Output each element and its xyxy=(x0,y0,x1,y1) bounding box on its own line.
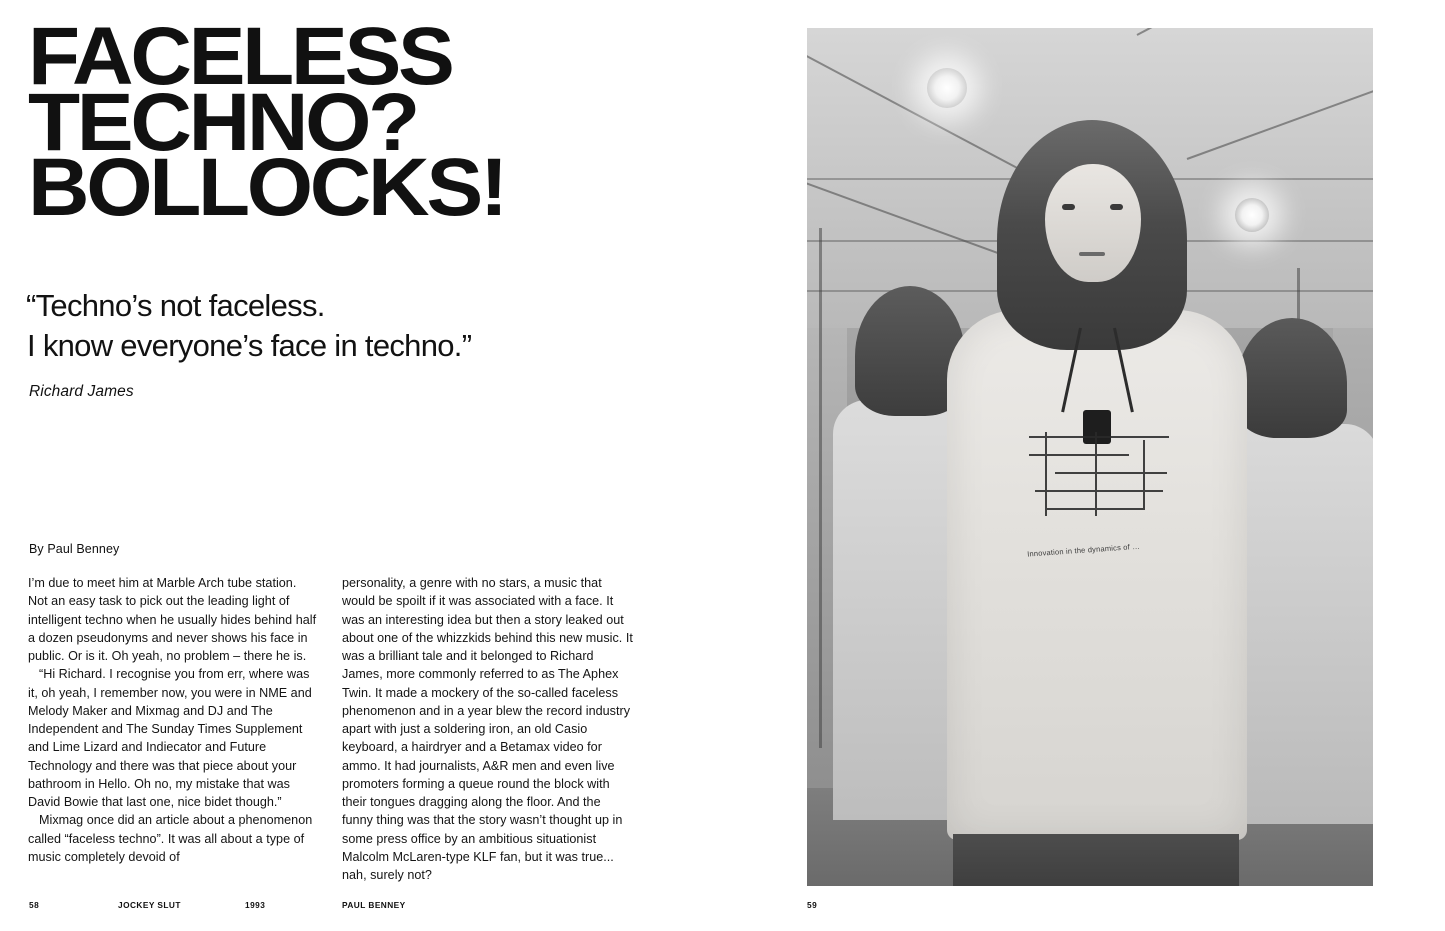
tshirt-print-caption: Innovation in the dynamics of … xyxy=(1026,541,1141,559)
body-columns xyxy=(28,574,633,884)
pull-quote-line-2: I know everyone’s face in techno.” xyxy=(27,328,472,364)
footer-page-number: 59 xyxy=(807,900,818,910)
left-page-footer xyxy=(0,900,780,920)
headline-line-1: FACELESS xyxy=(28,11,452,102)
body-column-2 xyxy=(342,574,633,884)
subject-face xyxy=(1045,164,1141,282)
headline-line-3: BOLLOCKS! xyxy=(28,142,505,234)
footer-year: 1993 xyxy=(245,900,266,910)
paragraph: personality, a genre with no stars, a music that would be spoilt if it was associated with a face. It was an interesting idea but then a story leaked out about one of the whizzkids behind this new music. It was a brilliant tale and it belonged to Richard James, more commonly referred to as The Aphex Twin. It made a mockery of the so-called faceless phenomenon and in a year blew the record industry apart with just a soldering iron, an old Casio keyboard, a hairdryer and a Betamax video for ammo. It had journalists, A&R men and even live promoters forming a queue round the block with their tongues dragging along the floor. And the funny thing was that the story wasn’t thought up in some press office by an ambitious situationist Malcolm McLaren-type KLF fan, but it was true... nah, surely not? xyxy=(342,576,633,882)
subject-eye xyxy=(1110,204,1123,210)
ceiling-edge xyxy=(1187,55,1373,159)
subject-tshirt xyxy=(947,310,1247,840)
ceiling-lamp xyxy=(927,68,967,108)
ceiling-edge xyxy=(1137,28,1373,36)
pull-quote xyxy=(26,286,686,367)
ceiling-lamp xyxy=(1235,198,1269,232)
paragraph: I’m due to meet him at Marble Arch tube station. Not an easy task to pick out the leading light of intelligent techno when he usually hides behind half a dozen pseudonyms and never shows his face in public. Or is it. Oh yeah, no problem – there he is. xyxy=(28,576,317,663)
mirror-panel-edge xyxy=(819,228,822,748)
subject-jeans xyxy=(953,834,1239,886)
article-photograph xyxy=(807,28,1373,886)
mirror-reflection-right-hair xyxy=(1237,318,1347,438)
subject-eye xyxy=(1062,204,1075,210)
headline-line-2: TECHNO? xyxy=(28,76,417,168)
tshirt-print-diagram xyxy=(1025,428,1173,536)
pull-quote-line-1: “Techno’s not faceless. xyxy=(26,288,325,323)
byline: By Paul Benney xyxy=(29,542,120,556)
footer-page-number: 58 xyxy=(29,900,40,910)
page-title xyxy=(28,11,673,234)
body-column-1 xyxy=(28,574,319,884)
footer-magazine-name: JOCKEY SLUT xyxy=(118,900,181,910)
right-page xyxy=(780,0,1445,931)
footer-author: PAUL BENNEY xyxy=(342,900,406,910)
paragraph: “Hi Richard. I recognise you from err, where was it, oh yeah, I remember now, you were in NME and Melody Maker and Mixmag and DJ and The Independent and The Sunday Times Supplement and Lime Lizard and Indiecator and Future Technology and there was that piece about your bathroom in Hello. Oh no, my mistake that was David Bowie that last one, nice bidet though.” xyxy=(28,667,312,809)
paragraph: Mixmag once did an article about a phenomenon called “faceless techno”. It was all about a type of music completely devoid of xyxy=(28,813,313,864)
quote-attribution: Richard James xyxy=(29,383,134,400)
subject-mouth xyxy=(1079,252,1105,256)
